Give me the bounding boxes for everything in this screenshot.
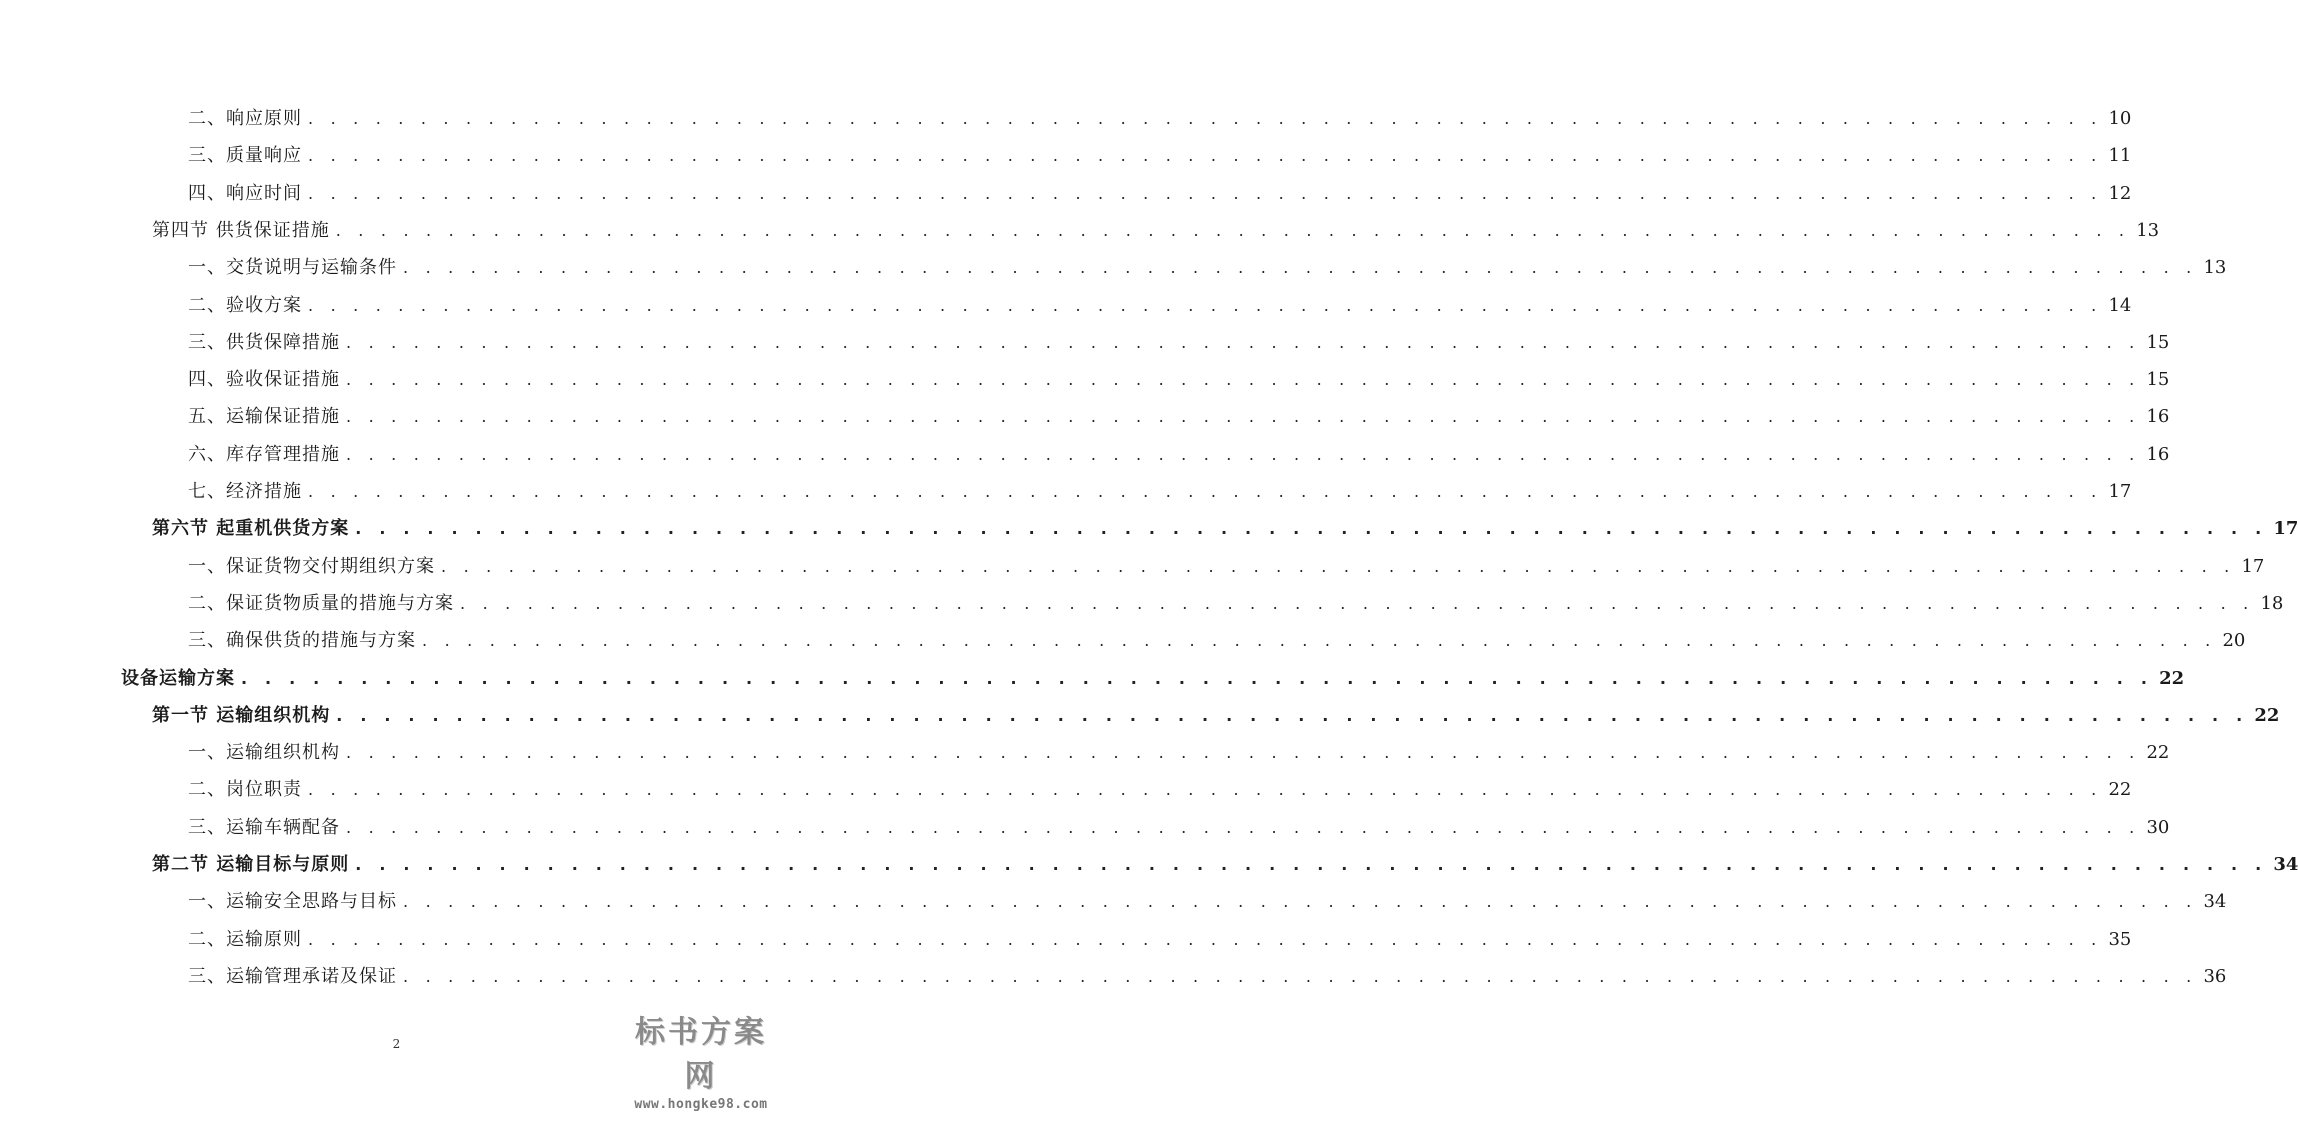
toc-leader-dots: . . . . . . . . . . . . . . . . . . . . . . . . . . . . . . . . . . . . . . . . . . . . . . . . . . . . . . . . . . . . . . . . . . . . . . . . . . . . . . . . (346, 817, 2141, 837)
toc-entry[interactable] (188, 883, 2227, 920)
toc-entry-label: 设备运输方案 (121, 667, 235, 689)
toc-entry[interactable] (152, 697, 2280, 734)
toc-leader-dots: . . . . . . . . . . . . . . . . . . . . . . . . . . . . . . . . . . . . . . . . . . . . . . . . . . . . . . . . . . . . . . . . . . . . . . . . . . . . . . . . (308, 146, 2103, 166)
toc-leader-dots: . . . . . . . . . . . . . . . . . . . . . . . . . . . . . . . . . . . . . . . . . . . . . . . . . . . . . . . . . . . . . . . . . . . . . . . . . . . . . . . . (308, 780, 2103, 800)
toc-entry-label: 七、经济措施 (188, 481, 302, 502)
toc-leader-dots: . . . . . . . . . . . . . . . . . . . . . . . . . . . . . . . . . . . . . . . . . . . . . . . . . . . . . . . . . . . . . . . . . . . . . . . . . . . . . . . . (346, 332, 2141, 352)
toc-leader-dots: . . . . . . . . . . . . . . . . . . . . . . . . . . . . . . . . . . . . . . . . . . . . . . . . . . . . . . . . . . . . . . . . . . . . . . . . . . . . . . . . (346, 444, 2141, 464)
toc-entry-page: 15 (2146, 331, 2170, 353)
toc-leader-dots: . . . . . . . . . . . . . . . . . . . . . . . . . . . . . . . . . . . . . . . . . . . . . . . . . . . . . . . . . . . . . . . . . . . . . . . . . . . . . . . . (335, 220, 2131, 240)
toc-leader-dots: . . . . . . . . . . . . . . . . . . . . . . . . . . . . . . . . . . . . . . . . . . . . . . . . . . . . . . . . . . . . . . . . . . . . . . . . . . . . . . . . (403, 966, 2198, 986)
toc-entry-page: 30 (2146, 816, 2170, 838)
toc-entry-label: 二、运输原则 (188, 928, 302, 950)
toc-entry[interactable] (188, 548, 2265, 585)
toc-leader-dots: . . . . . . . . . . . . . . . . . . . . . . . . . . . . . . . . . . . . . . . . . . . . . . . . . . . . . . . . . . . . . . . . . . . . . . . . . . . . . . . . (308, 183, 2103, 203)
toc-leader-dots: . . . . . . . . . . . . . . . . . . . . . . . . . . . . . . . . . . . . . . . . . . . . . . . . . . . . . . . . . . . . . . . . . . . . . . . . . . . . . . . . (403, 258, 2198, 278)
toc-entry-label: 一、运输组织机构 (188, 742, 340, 764)
toc-entry-label: 二、岗位职责 (188, 779, 302, 801)
toc-entry-page: 14 (2108, 294, 2132, 316)
toc-leader-dots: . . . . . . . . . . . . . . . . . . . . . . . . . . . . . . . . . . . . . . . . . . . . . . . . . . . . . . . . . . . . . . . . . . . . . . . . . . . . . . . . (441, 556, 2236, 576)
toc-leader-dots: . . . . . . . . . . . . . . . . . . . . . . . . . . . . . . . . . . . . . . . . . . . . . . . . . . . . . . . . . . . . . . . . . . . . . . . . . . . . . . . . (460, 593, 2255, 613)
toc-entry-label: 六、库存管理措施 (188, 443, 340, 465)
toc-entry-label: 二、验收方案 (188, 294, 302, 316)
toc-entry-label: 三、供货保障措施 (188, 331, 340, 353)
toc-entry-page: 11 (2108, 145, 2132, 167)
toc-entry[interactable] (188, 958, 2227, 995)
toc-entry[interactable] (188, 361, 2170, 398)
toc-entry[interactable] (188, 137, 2132, 174)
toc-entry[interactable] (152, 212, 2160, 249)
toc-entry-label: 四、响应时间 (188, 182, 302, 204)
toc-entry-page: 13 (2136, 219, 2160, 241)
watermark-url: www.hongke98.com (634, 1097, 768, 1112)
toc-entry[interactable] (188, 771, 2132, 808)
toc-entry[interactable] (152, 846, 2298, 883)
toc-entry[interactable] (188, 324, 2170, 361)
toc-entry[interactable] (188, 809, 2170, 846)
page-number: 2 (392, 1037, 401, 1051)
toc-entry-label: 四、验收保证措施 (188, 369, 340, 391)
toc-entry-page: 20 (2222, 630, 2246, 652)
toc-entry-page: 13 (2203, 257, 2227, 279)
toc-entry-page: 16 (2146, 406, 2170, 428)
toc-leader-dots: . . . . . . . . . . . . . . . . . . . . . . . . . . . . . . . . . . . . . . . . . . . . . . . . . . . . . . . . . . . . . . . . . . . . . . . . . . . . . . . . (346, 407, 2141, 427)
toc-entry-label: 三、运输管理承诺及保证 (188, 965, 397, 987)
toc-entry-page: 36 (2203, 965, 2227, 987)
toc-entry-page: 18 (2260, 592, 2284, 614)
toc-entry[interactable] (188, 175, 2132, 212)
toc-leader-dots: . . . . . . . . . . . . . . . . . . . . . . . . . . . . . . . . . . . . . . . . . . . . . . . . . . . . . . . . . . . . . . . . . . . . . . . . . . . . . . . . (346, 743, 2141, 763)
toc-entry-page: 34 (2203, 891, 2227, 913)
toc-entry[interactable] (188, 622, 2246, 659)
toc-leader-dots: . . . . . . . . . . . . . . . . . . . . . . . . . . . . . . . . . . . . . . . . . . . . . . . . . . . . . . . . . . . . . . . . . . . . . . . . . . . . . . . . (308, 295, 2103, 315)
toc-entry-page: 17 (2241, 555, 2265, 577)
toc-entry-label: 第二节 运输目标与原则 (152, 854, 350, 875)
toc-entry-page: 22 (2159, 667, 2185, 689)
watermark-title: 标书方案网 (635, 1015, 767, 1094)
toc-entry[interactable] (188, 249, 2227, 286)
toc-entry[interactable] (188, 436, 2170, 473)
toc-entry-page: 12 (2108, 182, 2132, 204)
toc-entry-page: 35 (2108, 928, 2132, 950)
toc-leader-dots: . . . . . . . . . . . . . . . . . . . . . . . . . . . . . . . . . . . . . . . . . . . . . . . . . . . . . . . . . . . . . . . . . . . . . . . . . . . . . . . . (308, 929, 2103, 949)
toc-entry-label: 一、运输安全思路与目标 (188, 891, 397, 913)
toc-entry[interactable] (188, 398, 2170, 435)
toc-entry-page: 15 (2146, 369, 2170, 391)
toc-leader-dots: . . . . . . . . . . . . . . . . . . . . . . . . . . . . . . . . . . . . . . . . . . . . . . . . . . . . . . . . . . . . . . . . . . . . . . . . . . . . . . . . (308, 109, 2103, 128)
toc-entry-label: 二、保证货物质量的措施与方案 (188, 592, 454, 614)
toc-entry-label: 一、交货说明与运输条件 (188, 257, 397, 279)
toc-entry-page: 34 (2273, 854, 2298, 875)
toc-entry-label: 三、运输车辆配备 (188, 816, 340, 838)
toc-entry-label: 三、质量响应 (188, 145, 302, 167)
toc-entry[interactable] (188, 287, 2132, 324)
toc-entry-label: 第六节 起重机供货方案 (152, 518, 350, 540)
toc-entry[interactable] (188, 100, 2132, 137)
toc-entry-label: 第四节 供货保证措施 (152, 219, 330, 241)
toc-entry-label: 二、响应原则 (188, 108, 302, 129)
toc-entry[interactable] (152, 510, 2298, 547)
toc-leader-dots: . . . . . . . . . . . . . . . . . . . . . . . . . . . . . . . . . . . . . . . . . . . . . . . . . . . . . . . . . . . . . . . . . . . . . . . . . . . . . . . . (422, 631, 2217, 651)
toc-entry[interactable] (188, 734, 2170, 771)
toc-leader-dots: . . . . . . . . . . . . . . . . . . . . . . . . . . . . . . . . . . . . . . . . . . . . . . . . . . . . . . . . . . . . . . . . . . . . . . . . . . . . . . . . (346, 370, 2141, 390)
toc-entry-label: 一、保证货物交付期组织方案 (188, 555, 435, 577)
toc-leader-dots: . . . . . . . . . . . . . . . . . . . . . . . . . . . . . . . . . . . . . . . . . . . . . . . . . . . . . . . . . . . . . . . . . . . . . . . . . . . . . . . . (403, 892, 2198, 912)
toc-entry[interactable] (188, 473, 2132, 510)
toc-entry[interactable] (188, 921, 2132, 958)
toc-entry-label: 五、运输保证措施 (188, 406, 340, 428)
toc-leader-dots: . . . . . . . . . . . . . . . . . . . . . . . . . . . . . . . . . . . . . . . . . . . . . . . . . . . . . . . . . . . . . . . . . . . . . . . . . . . . . . . . (308, 482, 2103, 501)
toc-leader-dots: . . . . . . . . . . . . . . . . . . . . . . . . . . . . . . . . . . . . . . . . . . . . . . . . . . . . . . . . . . . . . . . . . . . . . . . . . . . . . . . . (355, 519, 2268, 539)
toc-leader-dots: . . . . . . . . . . . . . . . . . . . . . . . . . . . . . . . . . . . . . . . . . . . . . . . . . . . . . . . . . . . . . . . . . . . . . . . . . . . . . . . . (355, 855, 2268, 874)
toc-entry-page: 22 (2254, 704, 2280, 726)
toc-entry-page: 17 (2108, 481, 2132, 502)
toc-entry-label: 第一节 运输组织机构 (152, 704, 331, 726)
toc-entry-label: 三、确保供货的措施与方案 (188, 630, 416, 652)
toc-entry-page: 16 (2146, 443, 2170, 465)
toc-entry-page: 10 (2108, 108, 2132, 129)
watermark-logo (621, 1007, 781, 1112)
toc-entry-page: 17 (2273, 518, 2298, 540)
toc-entry[interactable] (188, 585, 2284, 622)
toc-entry[interactable] (121, 660, 2185, 697)
toc-entry-page: 22 (2146, 742, 2170, 764)
toc-leader-dots: . . . . . . . . . . . . . . . . . . . . . . . . . . . . . . . . . . . . . . . . . . . . . . . . . . . . . . . . . . . . . . . . . . . . . . . . . . . . . . . . (336, 705, 2249, 725)
toc-leader-dots: . . . . . . . . . . . . . . . . . . . . . . . . . . . . . . . . . . . . . . . . . . . . . . . . . . . . . . . . . . . . . . . . . . . . . . . . . . . . . . . . (241, 668, 2154, 688)
toc-entry-page: 22 (2108, 779, 2132, 801)
